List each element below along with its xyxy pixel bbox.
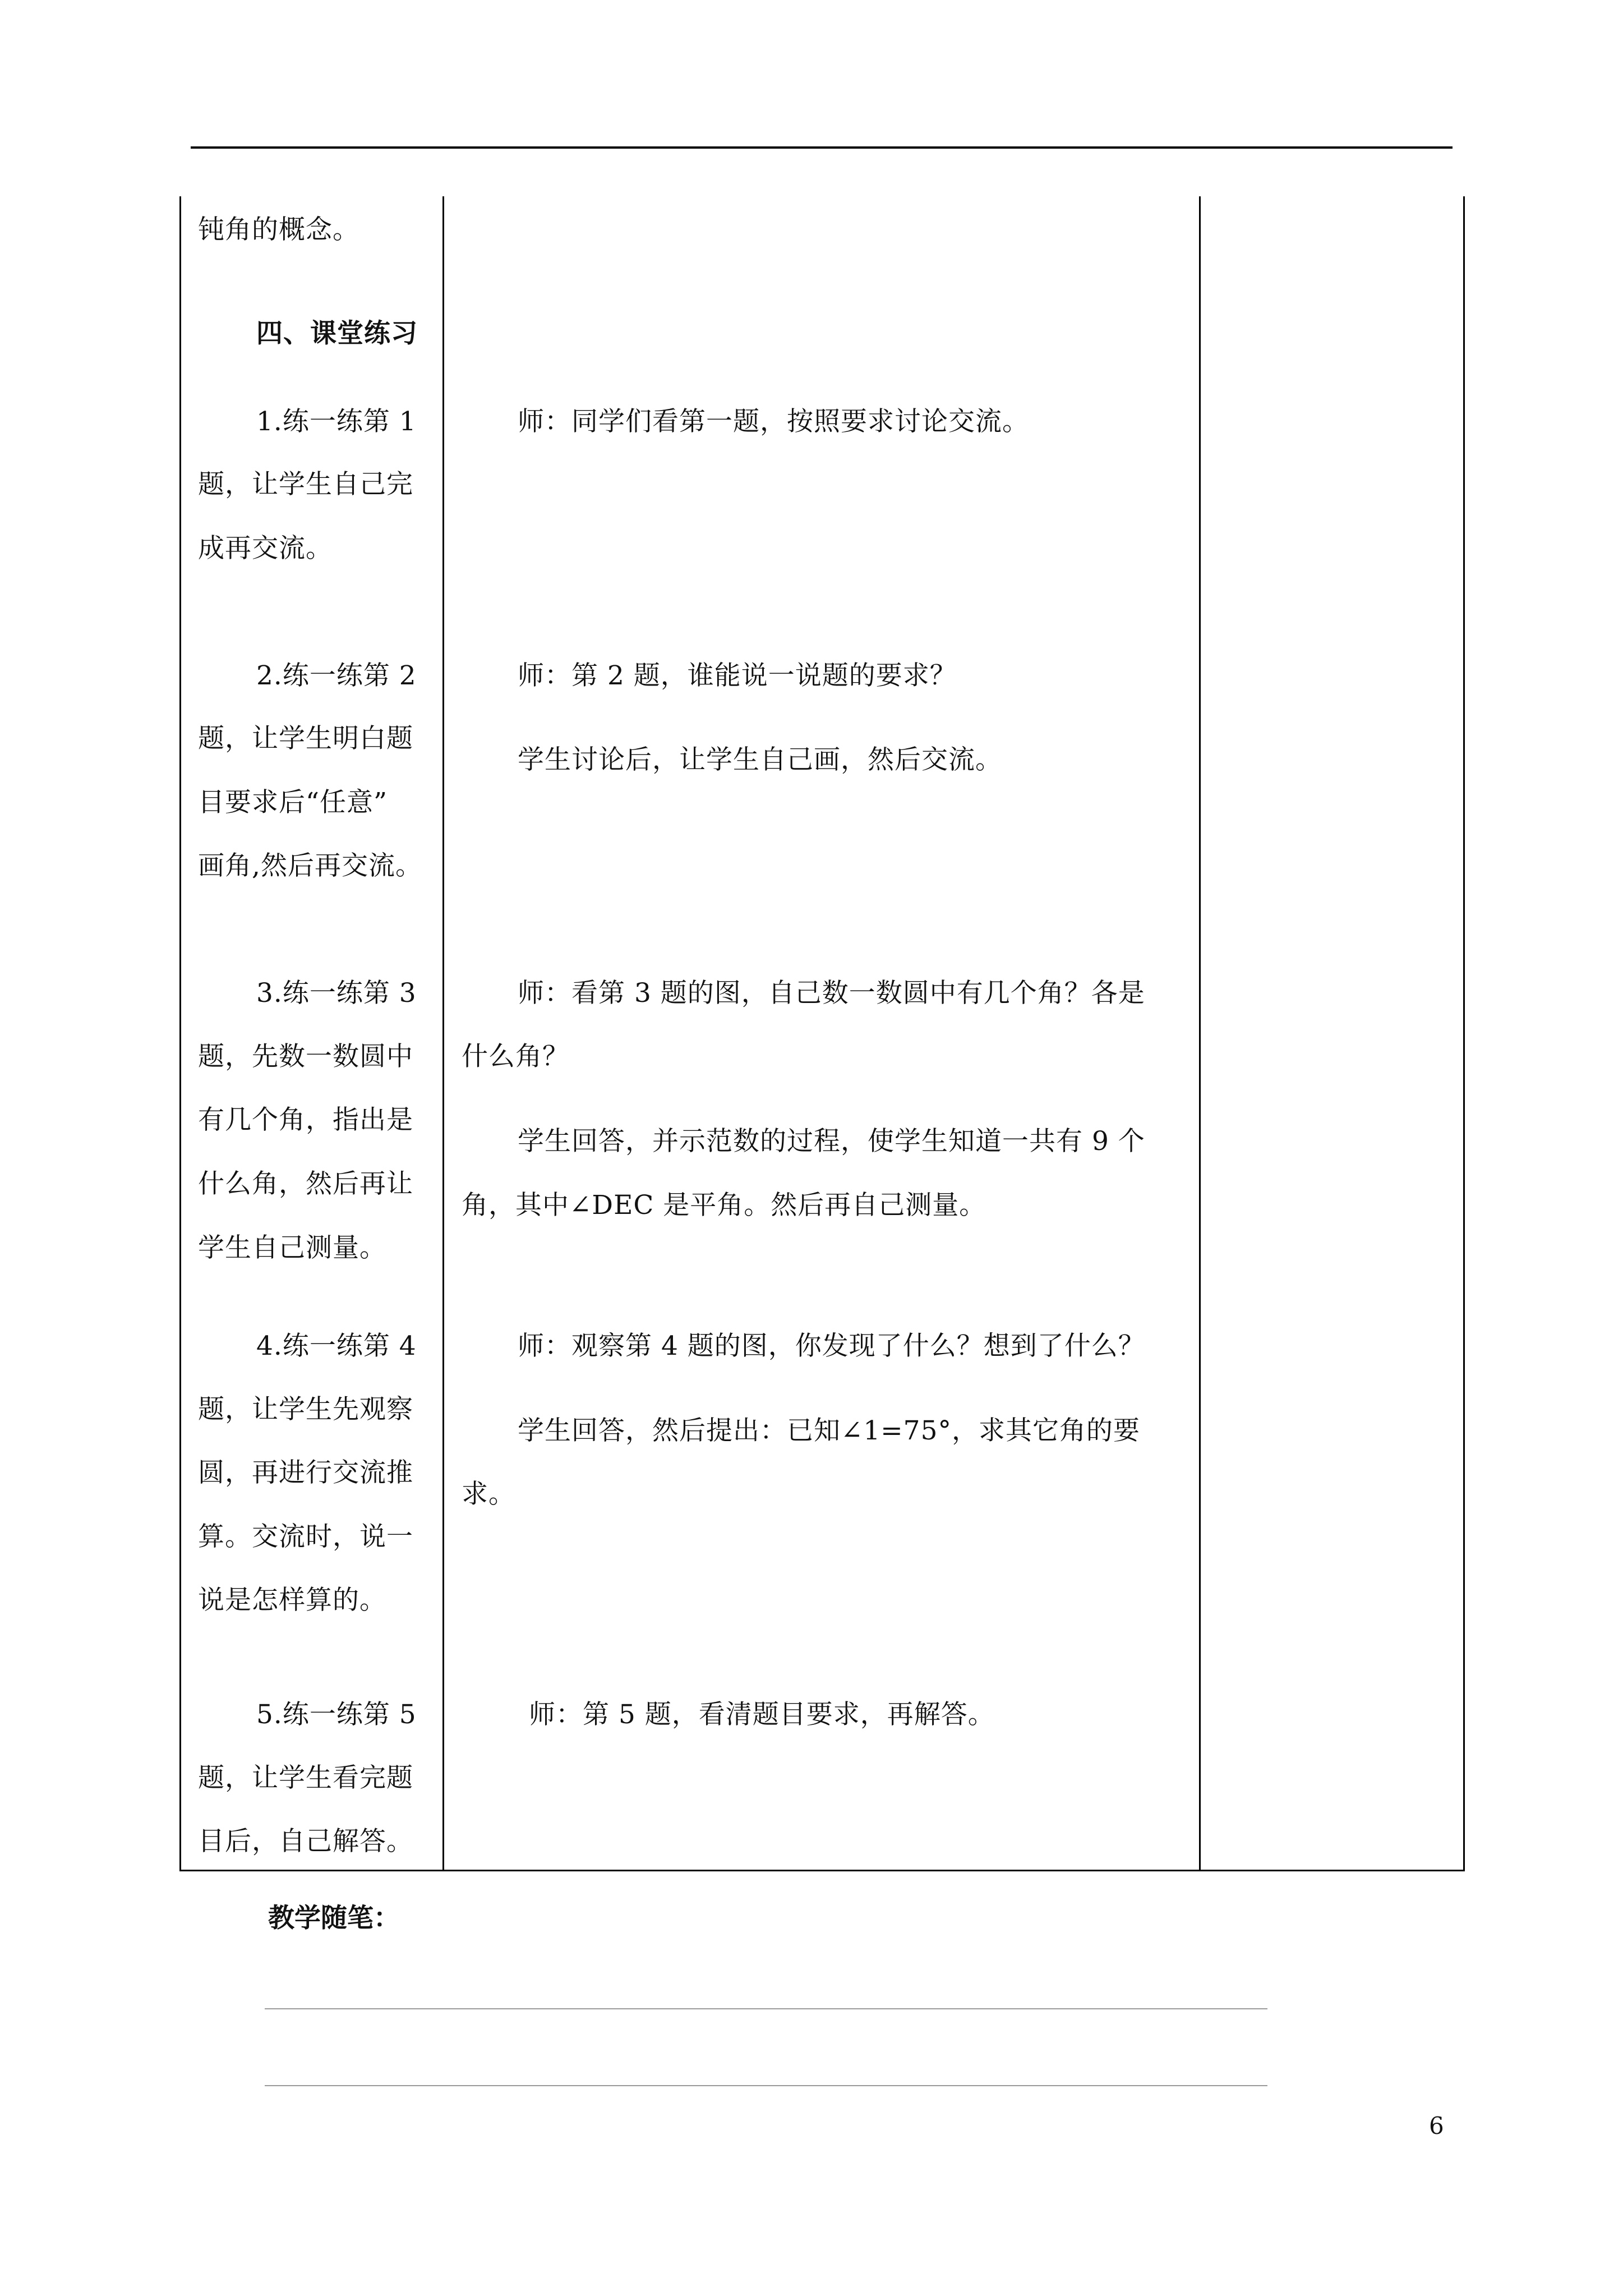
process-line: 题，让学生自己完 <box>198 469 413 500</box>
process-line: 2.练一练第 2 <box>256 660 417 691</box>
process-line: 钝角的概念。 <box>198 214 359 245</box>
activity-line: 什么角？ <box>462 1041 569 1072</box>
process-line: 说是怎样算的。 <box>198 1585 386 1616</box>
activity-line: 师：第 5 题，看清题目要求，再解答。 <box>529 1699 995 1730</box>
section-heading: 四、课堂练习 <box>256 318 418 349</box>
activity-line: 师：同学们看第一题，按照要求讨论交流。 <box>518 406 1029 437</box>
process-line: 题，让学生看完题 <box>198 1763 413 1793</box>
process-line: 算。交流时，说一 <box>198 1521 413 1552</box>
process-line: 画角,然后再交流。 <box>198 850 422 881</box>
activity-line: 师：第 2 题，谁能说一说题的要求？ <box>518 660 957 691</box>
header-rule <box>191 146 1453 149</box>
activity-line: 求。 <box>462 1479 515 1510</box>
activity-line: 师：观察第 4 题的图，你发现了什么？想到了什么？ <box>518 1331 1145 1361</box>
notes-blank-line <box>265 2085 1267 2086</box>
process-line: 题，让学生明白题 <box>198 723 413 754</box>
process-line: 4.练一练第 4 <box>256 1331 417 1361</box>
process-line: 5.练一练第 5 <box>256 1699 417 1730</box>
page-number: 6 <box>1429 2112 1444 2139</box>
activity-line: 学生讨论后，让学生自己画，然后交流。 <box>518 744 1002 775</box>
column-divider <box>1199 196 1201 1870</box>
activity-line: 师：看第 3 题的图，自己数一数圆中有几个角？各是 <box>518 978 1145 1009</box>
notes-blank-line <box>265 2008 1267 2009</box>
activity-line: 学生回答，然后提出：已知∠1=75°，求其它角的要 <box>518 1415 1140 1446</box>
process-line: 目要求后“任意” <box>198 787 388 818</box>
process-line: 3.练一练第 3 <box>256 978 417 1009</box>
process-line: 成再交流。 <box>198 533 333 564</box>
process-line: 目后，自己解答。 <box>198 1826 413 1857</box>
process-line: 1.练一练第 1 <box>256 406 417 437</box>
column-divider <box>442 196 444 1870</box>
process-line: 题，先数一数圆中 <box>198 1041 413 1072</box>
process-line: 圆，再进行交流推 <box>198 1457 413 1488</box>
activity-line: 角，其中∠DEC 是平角。然后再自己测量。 <box>462 1190 986 1221</box>
lesson-plan-table <box>179 196 1465 1871</box>
process-line: 什么角，然后再让 <box>198 1168 413 1199</box>
notes-title: 教学随笔： <box>268 1903 400 1934</box>
process-line: 题，让学生先观察 <box>198 1394 413 1425</box>
activity-line: 学生回答，并示范数的过程，使学生知道一共有 9 个 <box>518 1126 1145 1157</box>
process-line: 学生自己测量。 <box>198 1232 386 1263</box>
process-line: 有几个角，指出是 <box>198 1105 413 1135</box>
